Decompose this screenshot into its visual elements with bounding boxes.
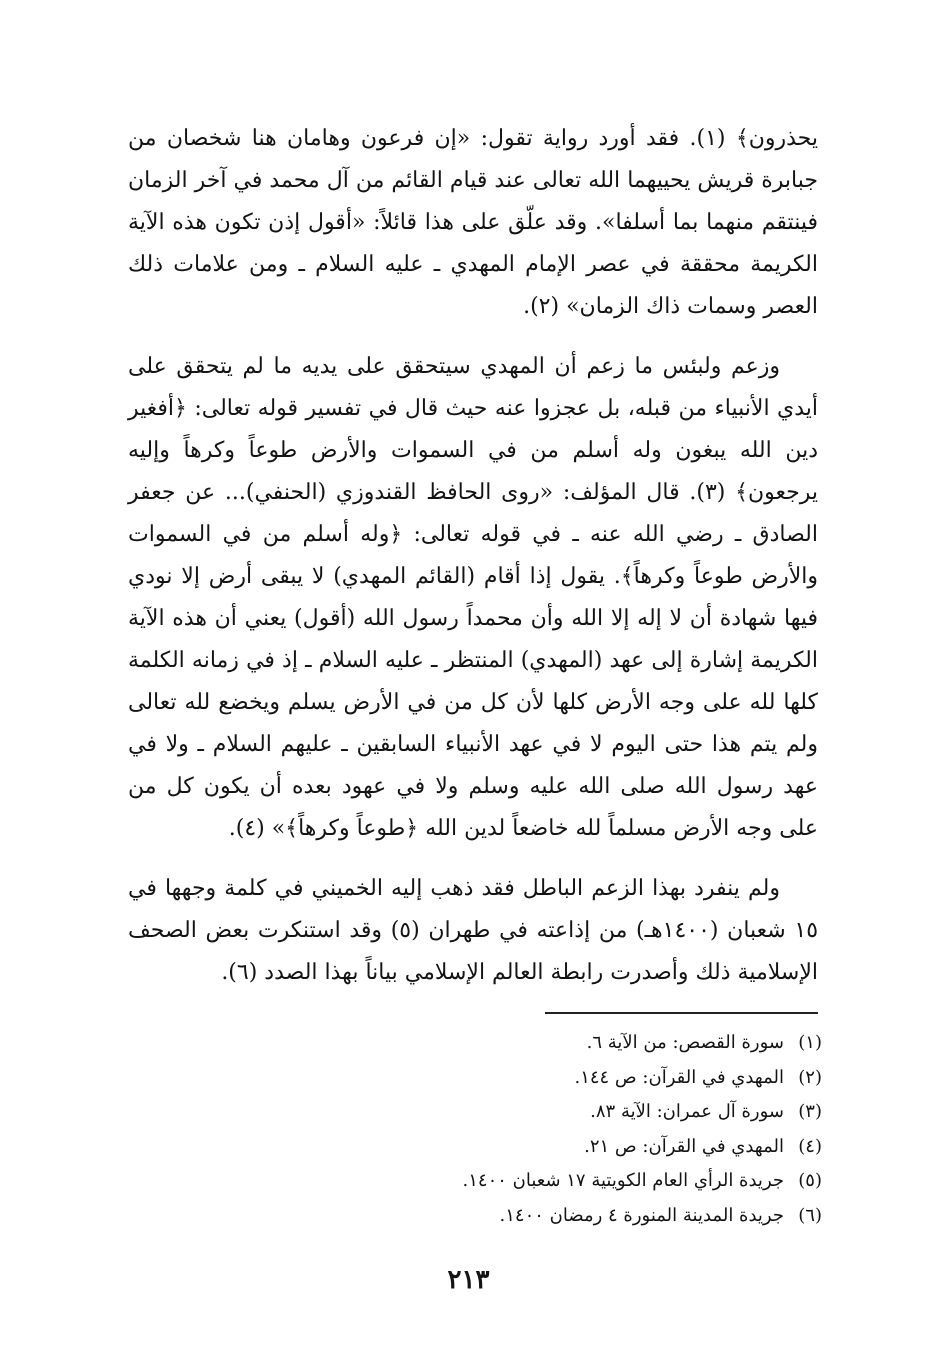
- footnote-number: (١): [798, 1032, 822, 1053]
- footnote-text: المهدي في القرآن: ص ٢١.: [584, 1135, 784, 1157]
- footnote-item: [300, 1026, 822, 1061]
- paragraph-3: ولم ينفرد بهذا الزعم الباطل فقد ذهب إليه الخميني في كلمة وجهها في ١٥ شعبان (١٤٠٠هـ) من إذاعته في طهران (٥) وقد استنكرت بعض الصحف الإسلامية ذلك وأصدرت رابطة العالم الإسلامي بياناً بهذا الصدد (٦).: [128, 876, 819, 985]
- footnote-number: (٦): [798, 1204, 822, 1226]
- paragraph-2: وزعم ولبئس ما زعم أن المهدي سيتحقق على يديه ما لم يتحقق على أيدي الأنبياء من قبله، بل عجزوا عنه حيث قال في تفسير قوله تعالى: ﴿أفغير دين الله يبغون وله أسلم من في السموات والأرض طوعاً وكرهاً وإليه يرجعون﴾ (٣). قال المؤلف: «روى الحافظ القندوزي (الحنفي)... عن جعفر الصادق ـ رضي الله عنه ـ في قوله تعالى: ﴿وله أسلم من في السموات والأرض طوعاً وكرهاً﴾. يقول إذا أقام (القائم المهدي) لا يبقى أرض إلا نودي فيها شهادة أن لا إله إلا الله وأن محمداً رسول الله (أقول) يعني أن هذه الآية الكريمة إشارة إلى عهد (المهدي) المنتظر ـ عليه السلام ـ إذ في زمانه الكلمة كلها لله على وجه الأرض كلها لأن كل من في الأرض يسلم ويخضع لله تعالى ولم يتم هذا حتى اليوم لا في عهد الأنبياء السابقين ـ عليهم السلام ـ ولا في عهد رسول الله صلى الله عليه وسلم ولا في عهود بعده أن يكون كل من على وجه الأرض مسلماً لله خاضعاً لدين الله ﴿طوعاً وكرهاً﴾» (٤).: [128, 354, 818, 841]
- footnote-item: [300, 1095, 822, 1130]
- footnote-number: (٣): [798, 1101, 822, 1122]
- paragraph-1: يحذرون﴾ (١). فقد أورد رواية تقول: «إن فرعون وهامان هنا شخصان من جبابرة قريش يحييهما الله تعالى عند قيام القائم من آل محمد في آخر الزمان فينتقم منهما بما أسلفا». وقد علّق على هذا قائلاً: «أقول إذن تكون هذه الآية الكريمة محققة في عصر الإمام المهدي ـ عليه السلام ـ ومن علامات ذلك العصر وسمات ذاك الزمان» (٢).: [128, 126, 818, 319]
- footnote-text: جريدة الرأي العام الكويتية ١٧ شعبان ١٤٠٠.: [462, 1170, 784, 1191]
- footnote-text: المهدي في القرآن: ص ١٤٤.: [574, 1066, 784, 1088]
- footnotes-list: [300, 1026, 822, 1233]
- footnote-item: [300, 1199, 822, 1234]
- footnote-number: (٢): [798, 1066, 822, 1088]
- footnote-item: [300, 1061, 822, 1096]
- main-text: [128, 118, 818, 994]
- footnote-number: (٥): [798, 1170, 822, 1191]
- footnote-item: [300, 1130, 822, 1165]
- footnote-separator: [545, 1012, 818, 1014]
- footnote-text: جريدة المدينة المنورة ٤ رمضان ١٤٠٠.: [499, 1204, 784, 1226]
- footnote-text: سورة القصص: من الآية ٦.: [586, 1032, 784, 1053]
- page-number: ٢١٣: [447, 1265, 490, 1295]
- footnote-text: سورة آل عمران: الآية ٨٣.: [590, 1101, 784, 1122]
- footnote-number: (٤): [798, 1135, 822, 1157]
- footnote-item: [300, 1164, 822, 1199]
